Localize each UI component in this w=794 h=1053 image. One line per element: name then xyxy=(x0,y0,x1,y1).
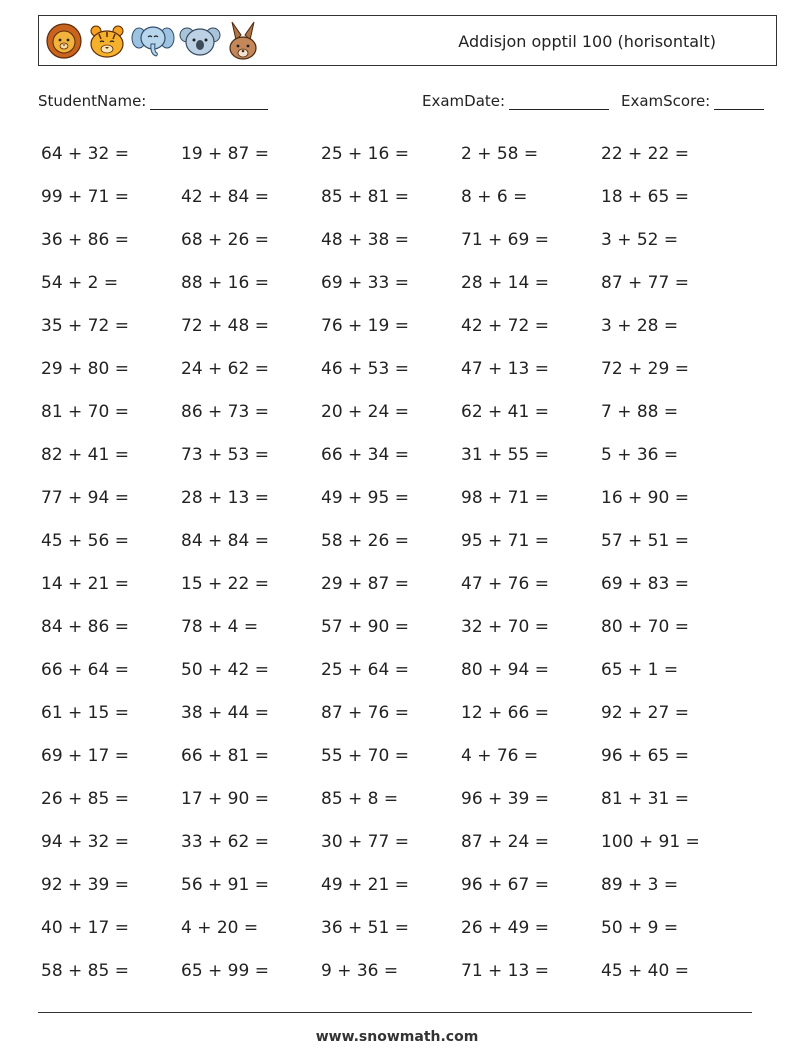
problem-cell: 66 + 81 = xyxy=(181,746,269,766)
problem-cell: 69 + 83 = xyxy=(601,574,689,594)
tiger-icon xyxy=(87,20,127,62)
problem-cell: 22 + 22 = xyxy=(601,144,689,164)
problem-cell: 73 + 53 = xyxy=(181,445,269,465)
problem-cell: 62 + 41 = xyxy=(461,402,549,422)
problem-cell: 12 + 66 = xyxy=(461,703,549,723)
problem-cell: 72 + 48 = xyxy=(181,316,269,336)
animal-icons xyxy=(45,20,261,62)
problem-cell: 61 + 15 = xyxy=(41,703,129,723)
problem-cell: 49 + 95 = xyxy=(321,488,409,508)
problem-cell: 18 + 65 = xyxy=(601,187,689,207)
problem-cell: 92 + 39 = xyxy=(41,875,129,895)
problem-cell: 7 + 88 = xyxy=(601,402,679,422)
problem-cell: 84 + 84 = xyxy=(181,531,269,551)
problem-cell: 16 + 90 = xyxy=(601,488,689,508)
problem-cell: 72 + 29 = xyxy=(601,359,689,379)
problem-cell: 19 + 87 = xyxy=(181,144,269,164)
student-name-line[interactable] xyxy=(150,93,268,110)
problem-cell: 38 + 44 = xyxy=(181,703,269,723)
problem-cell: 65 + 99 = xyxy=(181,961,269,981)
problem-cell: 40 + 17 = xyxy=(41,918,129,938)
problem-cell: 87 + 77 = xyxy=(601,273,689,293)
problem-cell: 35 + 72 = xyxy=(41,316,129,336)
rabbit-icon xyxy=(225,20,261,62)
problem-cell: 3 + 52 = xyxy=(601,230,679,250)
exam-score-label: ExamScore: xyxy=(621,92,711,110)
problem-cell: 32 + 70 = xyxy=(461,617,549,637)
lion-icon xyxy=(45,20,83,62)
problem-cell: 78 + 4 = xyxy=(181,617,259,637)
exam-score-field[interactable] xyxy=(621,92,764,110)
problem-cell: 64 + 32 = xyxy=(41,144,129,164)
student-name-label: StudentName: xyxy=(38,92,147,110)
problem-cell: 17 + 90 = xyxy=(181,789,269,809)
problem-cell: 87 + 24 = xyxy=(461,832,549,852)
problem-cell: 3 + 28 = xyxy=(601,316,679,336)
problem-cell: 82 + 41 = xyxy=(41,445,129,465)
problem-cell: 33 + 62 = xyxy=(181,832,269,852)
problem-cell: 94 + 32 = xyxy=(41,832,129,852)
problem-cell: 66 + 34 = xyxy=(321,445,409,465)
problem-cell: 80 + 70 = xyxy=(601,617,689,637)
problem-cell: 15 + 22 = xyxy=(181,574,269,594)
problem-cell: 96 + 67 = xyxy=(461,875,549,895)
problem-cell: 69 + 17 = xyxy=(41,746,129,766)
problem-cell: 29 + 80 = xyxy=(41,359,129,379)
problem-cell: 48 + 38 = xyxy=(321,230,409,250)
problem-cell: 71 + 13 = xyxy=(461,961,549,981)
problem-cell: 71 + 69 = xyxy=(461,230,549,250)
problem-cell: 5 + 36 = xyxy=(601,445,679,465)
problem-cell: 25 + 16 = xyxy=(321,144,409,164)
problem-cell: 81 + 31 = xyxy=(601,789,689,809)
problem-cell: 25 + 64 = xyxy=(321,660,409,680)
problem-cell: 95 + 71 = xyxy=(461,531,549,551)
problem-cell: 31 + 55 = xyxy=(461,445,549,465)
problem-cell: 68 + 26 = xyxy=(181,230,269,250)
problem-cell: 98 + 71 = xyxy=(461,488,549,508)
footer-url: www.snowmath.com xyxy=(315,1029,479,1045)
student-name-field[interactable] xyxy=(38,92,268,110)
problem-cell: 85 + 81 = xyxy=(321,187,409,207)
problem-cell: 57 + 51 = xyxy=(601,531,689,551)
problem-cell: 14 + 21 = xyxy=(41,574,129,594)
problem-cell: 58 + 26 = xyxy=(321,531,409,551)
problem-cell: 80 + 94 = xyxy=(461,660,549,680)
koala-icon xyxy=(179,20,221,62)
info-fields xyxy=(38,92,770,116)
problem-cell: 9 + 36 = xyxy=(321,961,399,981)
problem-cell: 45 + 56 = xyxy=(41,531,129,551)
problem-cell: 24 + 62 = xyxy=(181,359,269,379)
problem-cell: 58 + 85 = xyxy=(41,961,129,981)
problem-cell: 55 + 70 = xyxy=(321,746,409,766)
problem-cell: 50 + 42 = xyxy=(181,660,269,680)
problem-cell: 28 + 13 = xyxy=(181,488,269,508)
problem-cell: 96 + 39 = xyxy=(461,789,549,809)
problem-cell: 54 + 2 = xyxy=(41,273,119,293)
elephant-icon xyxy=(131,20,175,62)
problem-cell: 26 + 49 = xyxy=(461,918,549,938)
problem-cell: 56 + 91 = xyxy=(181,875,269,895)
problem-cell: 26 + 85 = xyxy=(41,789,129,809)
problem-cell: 85 + 8 = xyxy=(321,789,399,809)
problem-cell: 100 + 91 = xyxy=(601,832,700,852)
problem-cell: 84 + 86 = xyxy=(41,617,129,637)
problem-cell: 57 + 90 = xyxy=(321,617,409,637)
problem-cell: 81 + 70 = xyxy=(41,402,129,422)
problem-cell: 28 + 14 = xyxy=(461,273,549,293)
footer-divider xyxy=(38,1012,752,1013)
worksheet-title: Addisjon opptil 100 (horisontalt) xyxy=(458,32,716,51)
problem-cell: 46 + 53 = xyxy=(321,359,409,379)
problem-cell: 99 + 71 = xyxy=(41,187,129,207)
exam-date-field[interactable] xyxy=(422,92,609,110)
problem-cell: 47 + 76 = xyxy=(461,574,549,594)
problem-cell: 29 + 87 = xyxy=(321,574,409,594)
problem-cell: 42 + 84 = xyxy=(181,187,269,207)
problem-cell: 4 + 20 = xyxy=(181,918,259,938)
problem-cell: 36 + 51 = xyxy=(321,918,409,938)
problem-cell: 36 + 86 = xyxy=(41,230,129,250)
problem-cell: 89 + 3 = xyxy=(601,875,679,895)
problem-cell: 2 + 58 = xyxy=(461,144,539,164)
problem-cell: 8 + 6 = xyxy=(461,187,528,207)
problem-cell: 20 + 24 = xyxy=(321,402,409,422)
exam-score-line[interactable] xyxy=(714,93,764,110)
problem-cell: 30 + 77 = xyxy=(321,832,409,852)
problem-cell: 42 + 72 = xyxy=(461,316,549,336)
problem-cell: 87 + 76 = xyxy=(321,703,409,723)
problem-cell: 45 + 40 = xyxy=(601,961,689,981)
problem-cell: 4 + 76 = xyxy=(461,746,539,766)
problem-cell: 88 + 16 = xyxy=(181,273,269,293)
problem-cell: 92 + 27 = xyxy=(601,703,689,723)
problem-cell: 96 + 65 = xyxy=(601,746,689,766)
problem-cell: 86 + 73 = xyxy=(181,402,269,422)
problem-cell: 66 + 64 = xyxy=(41,660,129,680)
problem-cell: 49 + 21 = xyxy=(321,875,409,895)
exam-date-label: ExamDate: xyxy=(422,92,506,110)
problem-cell: 65 + 1 = xyxy=(601,660,679,680)
problem-cell: 50 + 9 = xyxy=(601,918,679,938)
exam-date-line[interactable] xyxy=(509,93,609,110)
problem-cell: 76 + 19 = xyxy=(321,316,409,336)
problem-cell: 47 + 13 = xyxy=(461,359,549,379)
worksheet-header xyxy=(38,15,777,66)
problem-cell: 69 + 33 = xyxy=(321,273,409,293)
problem-cell: 77 + 94 = xyxy=(41,488,129,508)
